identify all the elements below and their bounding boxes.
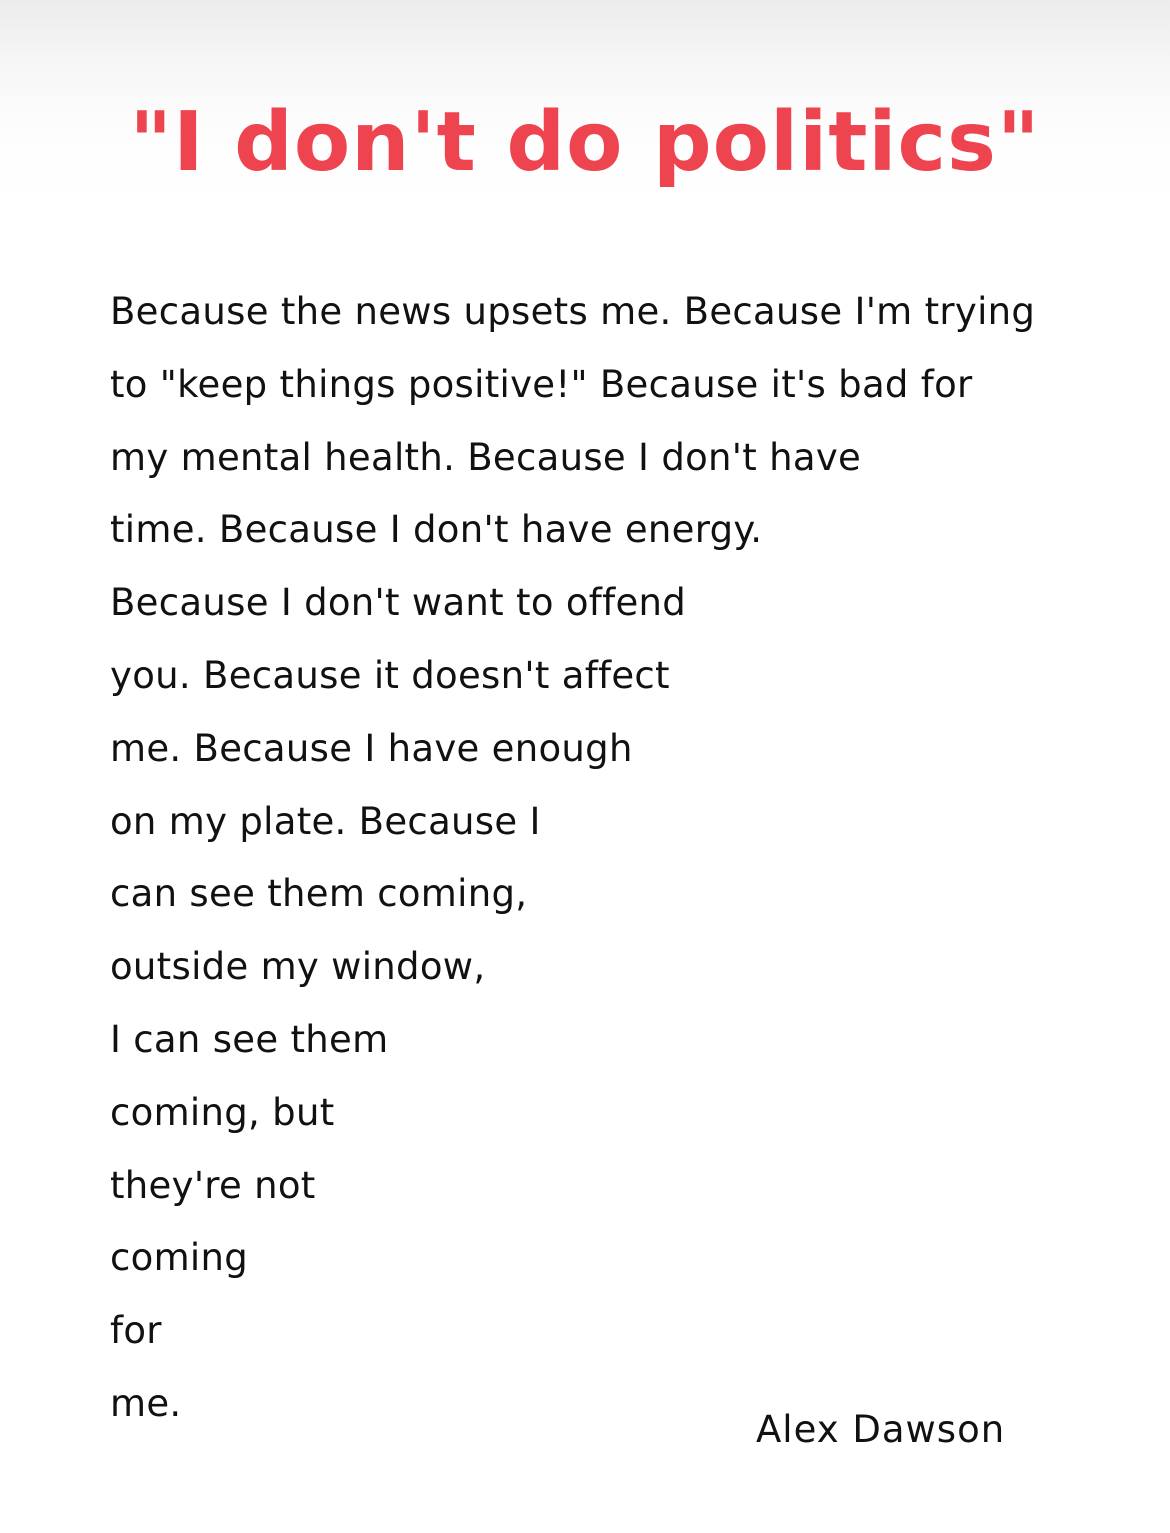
poem-body [110,276,1070,1441]
author-signature: Alex Dawson [756,1408,1006,1451]
poem-line: me. Because I have enough [110,726,633,770]
poem-line: coming, but [110,1090,335,1134]
poem-line: Because I don't want to offend [110,581,687,625]
poem-title: "I don't do politics" [129,95,1041,190]
poem-line: coming [110,1236,249,1280]
poem-line: time. Because I don't have energy. [110,508,763,552]
poem-line: on my plate. Because I [110,799,541,843]
poem-line: I can see them [110,1017,389,1061]
poem-line: my mental health. Because I don't have [110,435,862,479]
poem-line: me. [110,1381,182,1425]
poem-line: to "keep things positive!" Because it's bad for [110,362,973,406]
poem-line: for [110,1309,162,1353]
poem-line: can see them coming, [110,872,528,916]
poem-line: you. Because it doesn't affect [110,653,670,697]
poem-line: they're not [110,1163,316,1207]
poem-line: outside my window, [110,945,486,989]
poem-line: Because the news upsets me. Because I'm trying [110,290,1036,333]
